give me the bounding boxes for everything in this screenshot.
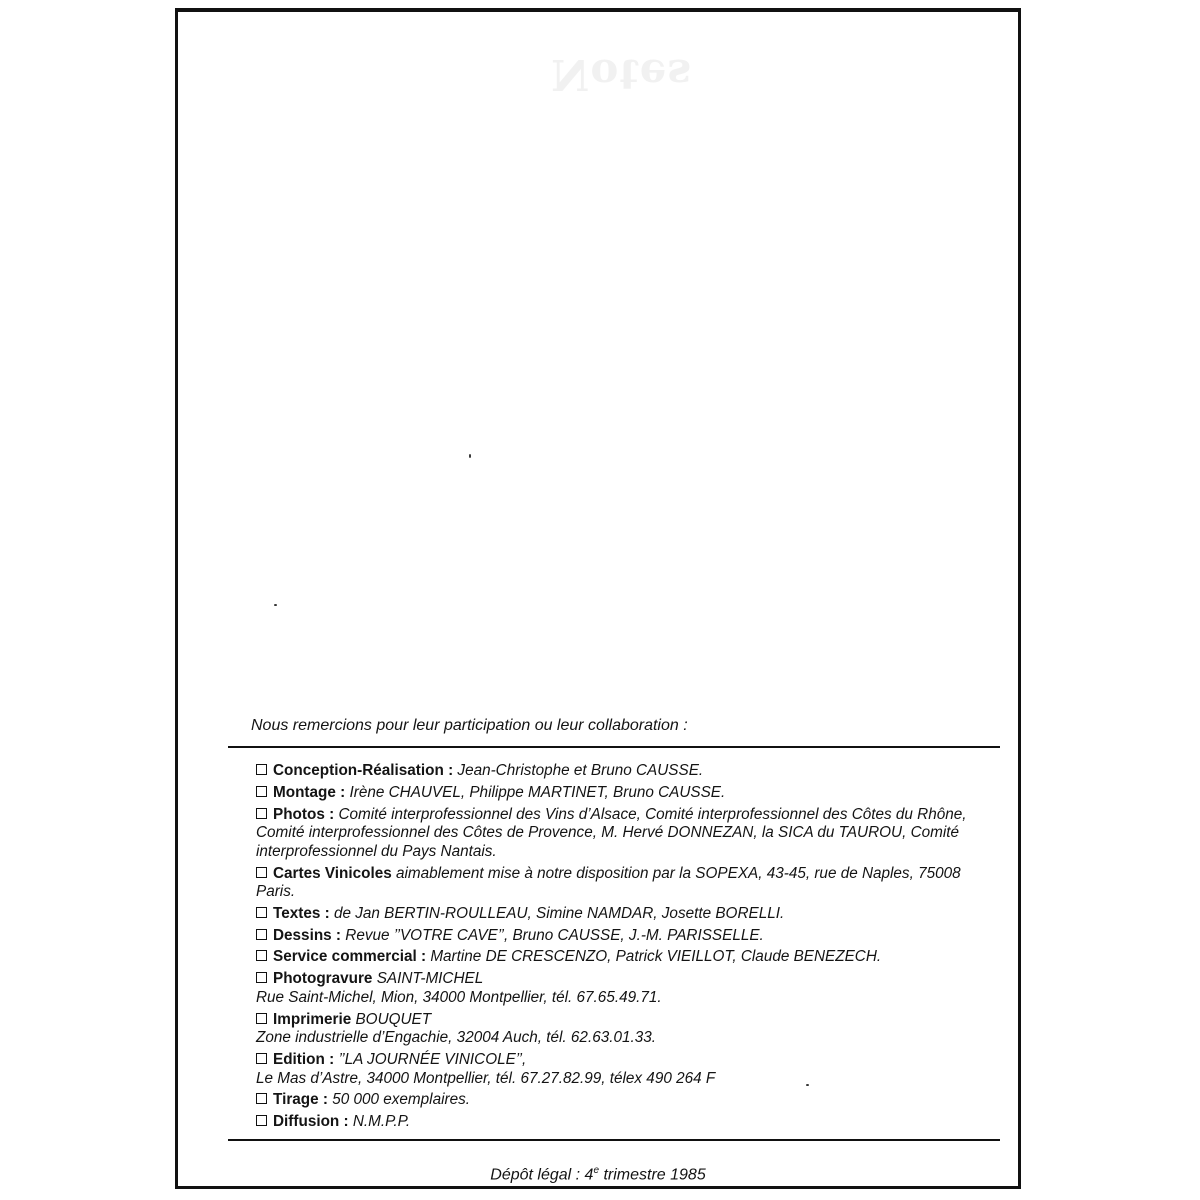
- credit-text: Revue ’’VOTRE CAVE’’, Bruno CAUSSE, J.-M. PARISSELLE.: [345, 926, 764, 944]
- credit-text: Comité interprofessionnel des Vins d’Alsace, Comité interprofessionnel des Côtes du Rhône, Comité interprofessionnel des Côtes de Provence, M. Hervé DONNEZAN, la SICA du TAUROU, Comité interprofessionnel du Pays Nantais.: [256, 805, 967, 860]
- credit-label: Edition :: [273, 1051, 335, 1068]
- checkbox-icon: [256, 808, 267, 819]
- credit-label: Conception-Réalisation :: [273, 762, 454, 779]
- legal-deposit-suffix: trimestre 1985: [599, 1166, 706, 1184]
- credit-item: [256, 806, 978, 862]
- credit-item: [256, 927, 978, 946]
- credit-text: ’’LA JOURNÉE VINICOLE’’,: [338, 1051, 527, 1068]
- credit-text: Jean-Christophe et Bruno CAUSSE.: [457, 762, 704, 779]
- credit-label: Montage :: [273, 783, 346, 801]
- divider-bottom: [228, 1139, 1000, 1141]
- credit-text: N.M.P.P.: [352, 1113, 411, 1131]
- checkbox-icon: [256, 1053, 267, 1064]
- legal-deposit-superscript: e: [593, 1165, 600, 1176]
- credit-text: de Jan BERTIN-ROULLEAU, Simine NAMDAR, Josette BORELLI.: [333, 904, 785, 922]
- credit-label: Diffusion :: [273, 1113, 349, 1131]
- credit-item: [256, 1113, 978, 1132]
- credit-address: Zone industrielle d’Engachie, 32004 Auch, tél. 62.63.01.33.: [256, 1029, 656, 1047]
- checkbox-icon: [256, 1093, 267, 1104]
- credits-list: [256, 762, 978, 1135]
- acknowledgement-intro: Nous remercions pour leur participation ou leur collaboration :: [251, 717, 688, 734]
- credit-item: [256, 1011, 978, 1048]
- credit-text: BOUQUET: [355, 1010, 432, 1028]
- divider-top: [228, 746, 1000, 748]
- scan-speck: [274, 604, 277, 606]
- faded-heading: Notes: [551, 50, 693, 99]
- checkbox-icon: [256, 786, 267, 797]
- credit-label: Textes :: [273, 904, 330, 922]
- checkbox-icon: [256, 929, 267, 940]
- credit-text: 50 000 exemplaires.: [332, 1091, 470, 1109]
- checkbox-icon: [256, 764, 267, 775]
- scan-speck: [469, 454, 471, 458]
- credit-item: [256, 970, 978, 1007]
- credit-text: Irène CHAUVEL, Philippe MARTINET, Bruno CAUSSE.: [349, 783, 726, 801]
- credit-text: SAINT-MICHEL: [376, 970, 484, 988]
- credit-item: [256, 905, 978, 924]
- credit-item: [256, 865, 978, 902]
- credit-text: aimablement mise à notre disposition par la SOPEXA, 43-45, rue de Naples, 75008 Paris.: [256, 864, 961, 901]
- credit-label: Dessins :: [273, 926, 342, 944]
- credit-text: Martine DE CRESCENZO, Patrick VIEILLOT, Claude BENEZECH.: [430, 948, 882, 966]
- checkbox-icon: [256, 1115, 267, 1126]
- checkbox-icon: [256, 907, 267, 918]
- checkbox-icon: [256, 867, 267, 878]
- credit-item: [256, 1051, 978, 1088]
- credit-label: Service commercial :: [273, 948, 427, 966]
- credit-label: Photogravure: [273, 970, 373, 988]
- checkbox-icon: [256, 972, 267, 983]
- credit-label: Imprimerie: [273, 1010, 352, 1028]
- legal-deposit-prefix: Dépôt légal : 4: [490, 1166, 594, 1184]
- scan-speck: [806, 1084, 809, 1086]
- checkbox-icon: [256, 1013, 267, 1024]
- credit-address: Rue Saint-Michel, Mion, 34000 Montpellier, tél. 67.65.49.71.: [256, 988, 662, 1006]
- credit-item: [256, 784, 978, 803]
- credit-label: Cartes Vinicoles: [273, 864, 392, 882]
- credit-address: Le Mas d’Astre, 34000 Montpellier, tél. 67.27.82.99, télex 490 264 F: [256, 1069, 716, 1087]
- legal-deposit: [178, 1165, 1018, 1184]
- document-page: [175, 8, 1021, 1189]
- credit-item: [256, 1091, 978, 1110]
- checkbox-icon: [256, 950, 267, 961]
- credit-label: Tirage :: [273, 1091, 328, 1109]
- credit-label: Photos :: [273, 805, 335, 823]
- credit-item: [256, 948, 978, 967]
- credit-item: [256, 762, 978, 781]
